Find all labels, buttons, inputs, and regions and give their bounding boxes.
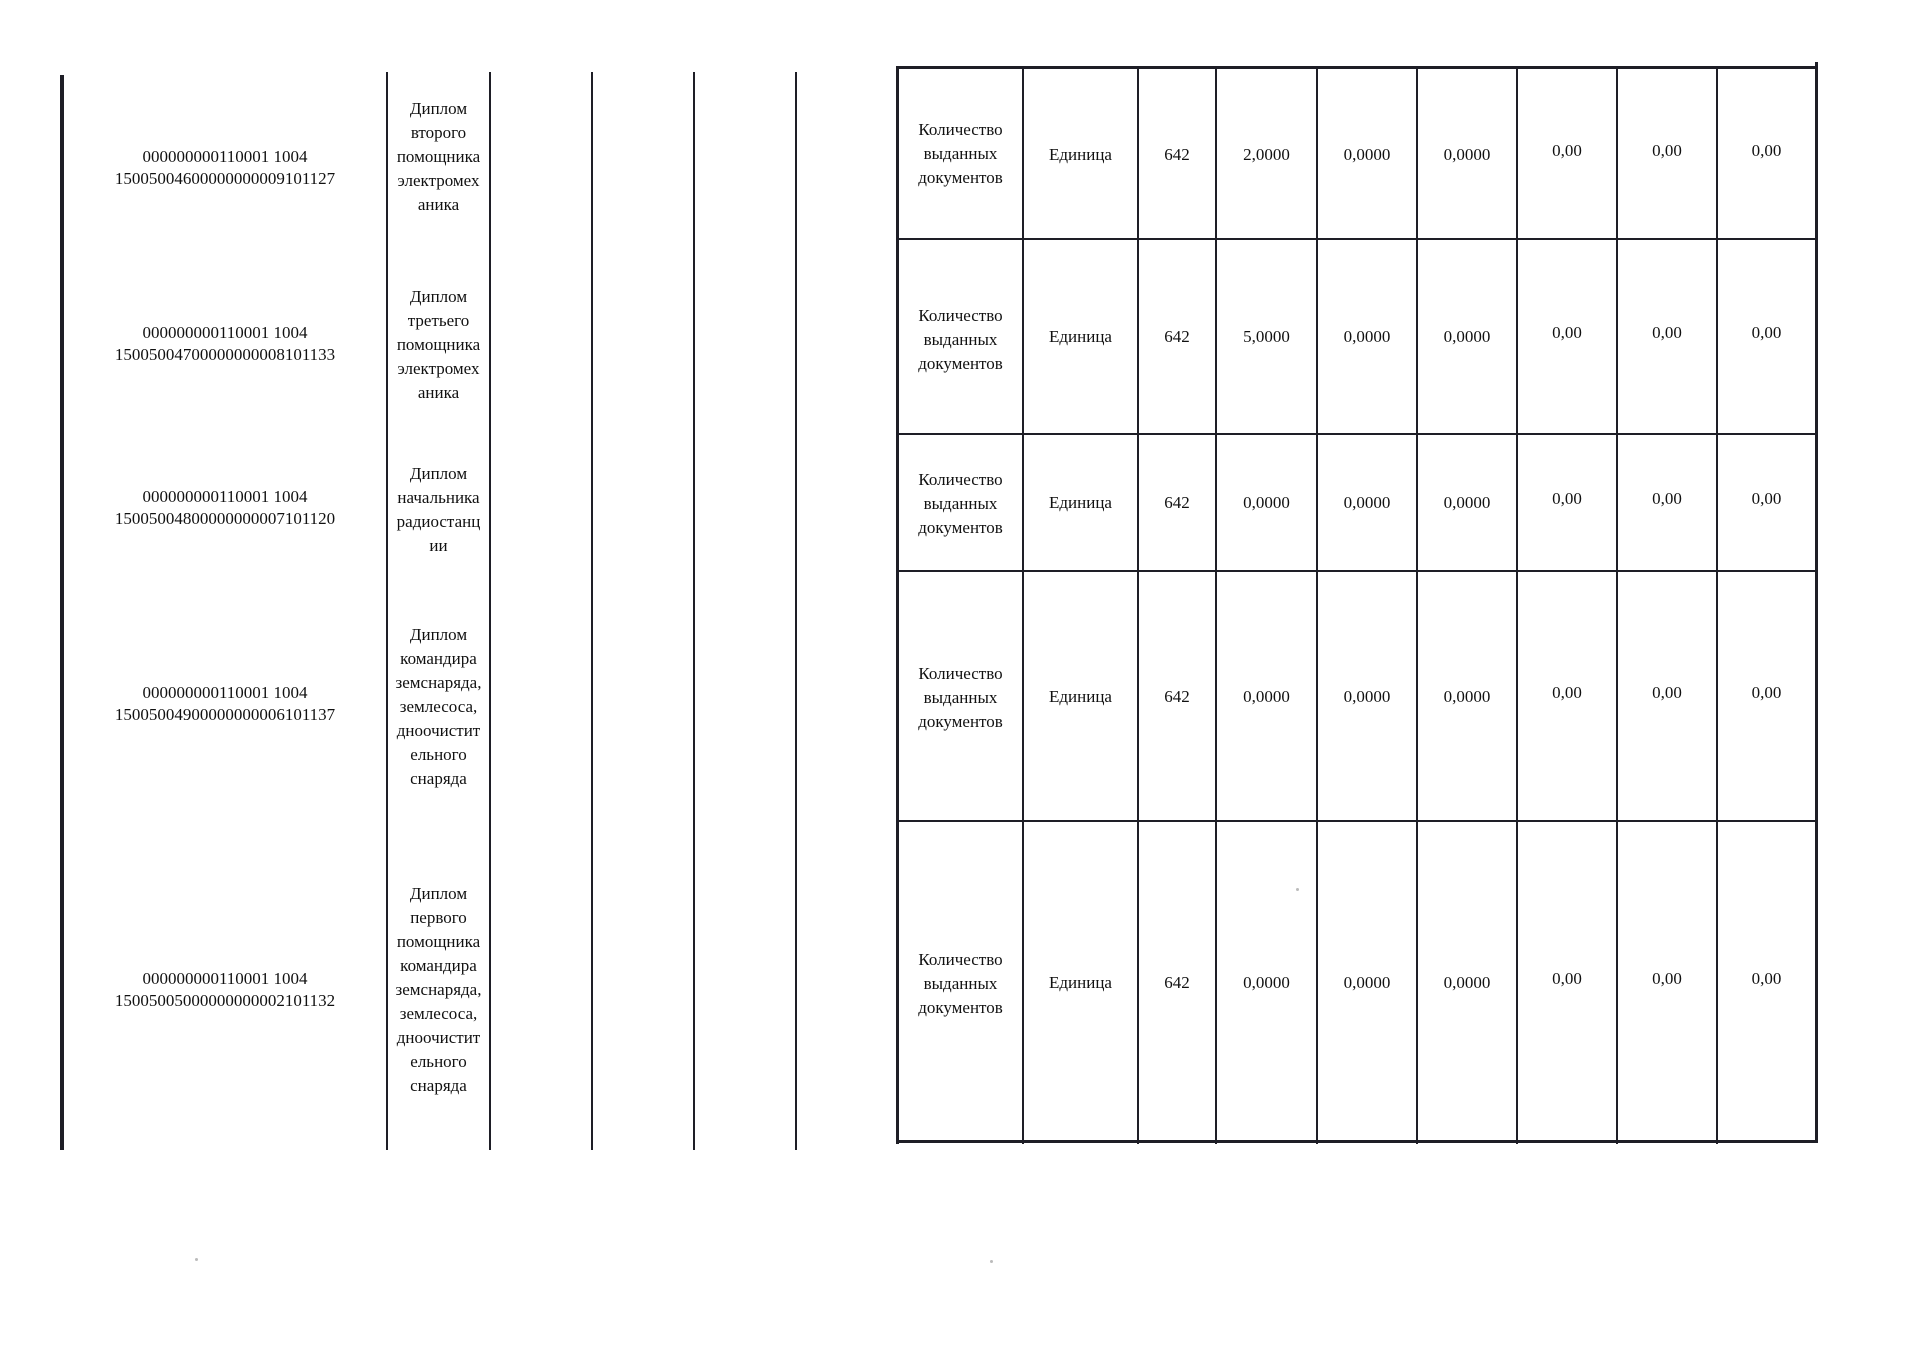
row-2-name: Диплом третьего помощника электромех аника [396,287,481,402]
row-4-code [64,674,386,734]
row-3-v6: 0,00 [1751,489,1782,508]
row-5-v1: 0,0000 [1243,973,1290,992]
row-3-code [64,478,386,538]
row-1-okei: 642 [1164,145,1190,164]
row-4-v4: 0,00 [1552,683,1582,702]
row-3-v5: 0,00 [1652,489,1682,508]
row-3-indicator: Количество выданных документов [918,470,1003,537]
row-4-unit: Единица [1049,687,1112,706]
right-grid-h4 [896,820,1818,822]
row-4-v2: 0,0000 [1343,687,1391,706]
row-5-v2: 0,0000 [1343,973,1391,992]
row-1-v6: 0,00 [1751,141,1782,160]
row-5-name: Диплом первого помощника командира земснаряда, землесоса, дноочистит ельного снаряда [395,884,482,1095]
row-1-code-line2: 15005004600000000009101127 [114,169,336,188]
row-1-v4: 0,00 [1552,141,1582,160]
col-rule-4 [693,72,695,1150]
row-2-code-line2: 15005004700000000008101133 [114,345,336,364]
row-4-okei: 642 [1164,687,1190,706]
row-3-v3: 0,0000 [1443,493,1491,512]
row-2-v5: 0,00 [1652,323,1682,342]
row-5-okei: 642 [1164,973,1190,992]
row-3-unit: Единица [1049,493,1112,512]
col-rule-5 [795,72,797,1150]
row-5-v6: 0,00 [1751,969,1782,988]
row-3-v2: 0,0000 [1343,493,1391,512]
row-2-code [64,314,386,374]
row-5-v5: 0,00 [1652,969,1682,988]
scan-speck [195,1258,198,1261]
row-1-code-line1: 000000000110001 1004 [142,147,308,166]
row-5-v4: 0,00 [1552,969,1582,988]
row-1-indicator: Количество выданных документов [918,120,1003,187]
row-2-indicator: Количество выданных документов [918,306,1003,373]
right-grid-h1 [896,238,1818,240]
row-5-indicator: Количество выданных документов [918,950,1003,1017]
scan-speck [1296,888,1299,891]
row-1-v3: 0,0000 [1443,145,1491,164]
right-grid-v9 [1815,62,1818,1140]
row-4-indicator: Количество выданных документов [918,664,1003,731]
row-2-unit: Единица [1049,327,1112,346]
row-2-okei: 642 [1164,327,1190,346]
row-5-unit: Единица [1049,973,1112,992]
row-3-name: Диплом начальника радиостанц ии [396,464,481,555]
row-4-v1: 0,0000 [1243,687,1290,706]
row-1-v1: 2,0000 [1243,145,1290,164]
row-2-v3: 0,0000 [1443,327,1491,346]
row-3-okei: 642 [1164,493,1190,512]
row-3-v1: 0,0000 [1243,493,1290,512]
col-rule-name-right [489,72,491,1150]
row-5-code [64,960,386,1020]
right-grid-h2 [896,433,1818,435]
row-4-v5: 0,00 [1652,683,1682,702]
row-4-name: Диплом командира земснаряда, землесоса, дноочистит ельного снаряда [395,625,482,788]
row-3-v4: 0,00 [1552,489,1582,508]
row-3-code-line1: 000000000110001 1004 [142,487,308,506]
row-1-v5: 0,00 [1652,141,1682,160]
row-1-v2: 0,0000 [1343,145,1391,164]
row-2-v1: 5,0000 [1243,327,1290,346]
right-grid-h5 [896,1140,1818,1143]
row-1-unit: Единица [1049,145,1112,164]
row-5-code-line2: 15005005000000000002101132 [114,991,336,1010]
row-4-code-line2: 15005004900000000006101137 [114,705,336,724]
col-rule-3 [591,72,593,1150]
row-4-v3: 0,0000 [1443,687,1491,706]
row-2-v4: 0,00 [1552,323,1582,342]
row-1-code [64,128,386,208]
row-1-name: Диплом второго помощника электромех аника [396,99,481,214]
row-4-v6: 0,00 [1751,683,1782,702]
right-grid-h3 [896,570,1818,572]
row-2-v2: 0,0000 [1343,327,1391,346]
right-grid-h0 [896,66,1818,69]
row-2-code-line1: 000000000110001 1004 [142,323,308,342]
row-3-code-line2: 15005004800000000007101120 [114,509,336,528]
row-2-v6: 0,00 [1751,323,1782,342]
row-5-code-line1: 000000000110001 1004 [142,969,308,988]
row-4-code-line1: 000000000110001 1004 [142,683,308,702]
scan-speck [990,1260,993,1263]
row-5-v3: 0,0000 [1443,973,1491,992]
